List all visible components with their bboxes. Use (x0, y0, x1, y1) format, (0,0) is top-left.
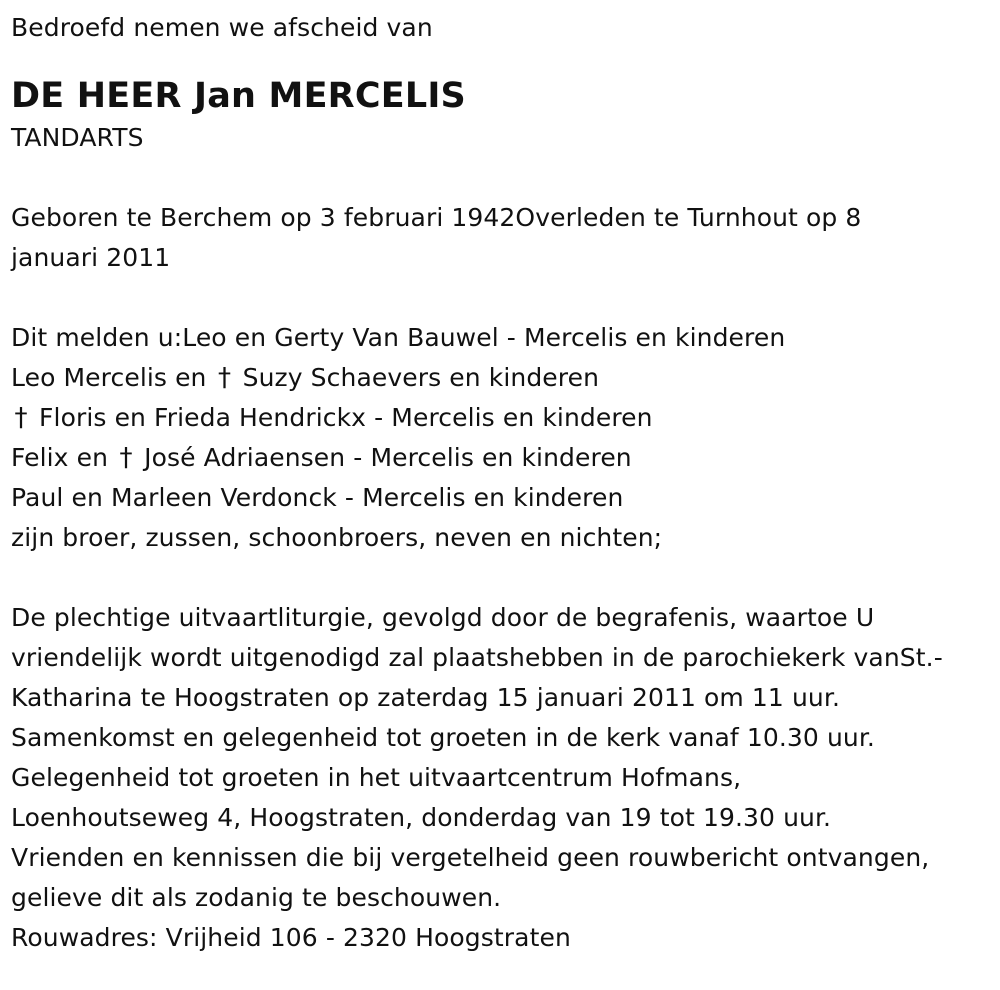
family-line-4-part-b: José Adriaensen - Mercelis en kinderen (136, 443, 632, 472)
ceremony-line-3: Katharina te Hoogstraten op zaterdag 15 januari 2011 om 11 uur. (11, 683, 840, 712)
intro-text: Bedroefd nemen we afscheid van (11, 13, 433, 42)
ceremony-line-4: Samenkomst en gelegenheid tot groeten in de kerk vanaf 10.30 uur. (11, 723, 875, 752)
deceased-name: DE HEER Jan MERCELIS (11, 76, 466, 116)
family-line-6: zijn broer, zussen, schoonbroers, neven en nichten; (11, 523, 663, 552)
family-line-3 (11, 398, 1000, 438)
birth-death-line-2: januari 2011 (11, 243, 171, 272)
spacer (11, 158, 1000, 198)
ceremony-line-7: Vrienden en kennissen die bij vergetelheid geen rouwbericht ontvangen, (11, 843, 930, 872)
birth-death-line-1: Geboren te Berchem op 3 februari 1942Overleden te Turnhout op 8 (11, 203, 862, 232)
family-line-5: Paul en Marleen Verdonck - Mercelis en kinderen (11, 483, 624, 512)
spacer (11, 558, 1000, 598)
ceremony-line-5: Gelegenheid tot groeten in het uitvaartcentrum Hofmans, (11, 763, 742, 792)
spacer (11, 278, 1000, 318)
ceremony-line-8: gelieve dit als zodanig te beschouwen. (11, 883, 502, 912)
funeral-address: Rouwadres: Vrijheid 106 - 2320 Hoogstraten (11, 923, 571, 952)
ceremony-line-1: De plechtige uitvaartliturgie, gevolgd door de begrafenis, waartoe U (11, 603, 875, 632)
family-line-4-part-a: Felix en (11, 443, 117, 472)
family-line-3-part-b: Floris en Frieda Hendrickx - Mercelis en kinderen (31, 403, 653, 432)
family-line-4 (11, 438, 1000, 478)
cross-icon: † (218, 363, 232, 393)
profession: TANDARTS (11, 123, 144, 152)
family-line-2-part-a: Leo Mercelis en (11, 363, 215, 392)
family-line-2 (11, 358, 1000, 398)
ceremony-line-2: vriendelijk wordt uitgenodigd zal plaatshebben in de parochiekerk vanSt.- (11, 643, 943, 672)
cross-icon: † (119, 443, 133, 473)
family-line-2-part-b: Suzy Schaevers en kinderen (234, 363, 600, 392)
cross-icon: † (14, 403, 28, 433)
ceremony-line-6: Loenhoutseweg 4, Hoogstraten, donderdag van 19 tot 19.30 uur. (11, 803, 832, 832)
family-line-1: Dit melden u:Leo en Gerty Van Bauwel - Mercelis en kinderen (11, 323, 786, 352)
